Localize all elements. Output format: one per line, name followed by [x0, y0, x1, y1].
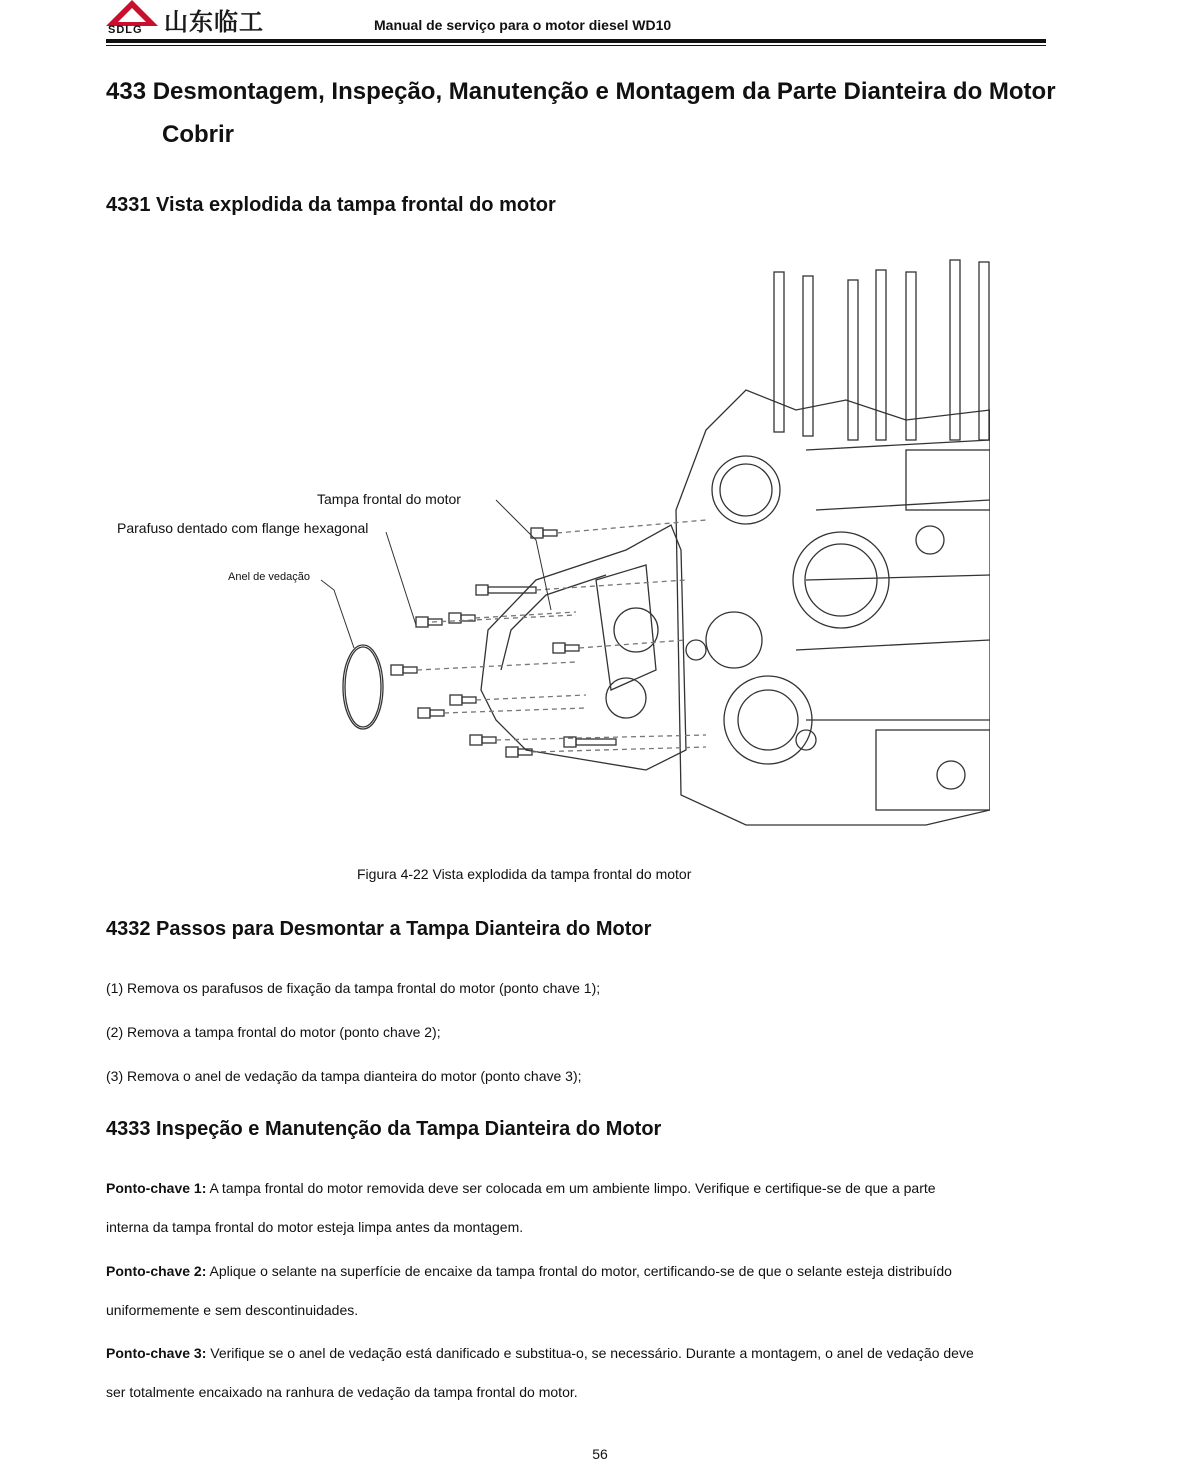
key-point-2-cont: uniformemente e sem descontinuidades.: [106, 1302, 359, 1318]
key-point-label: Ponto-chave 1:: [106, 1180, 207, 1196]
section-title-line2: Cobrir: [162, 121, 234, 148]
logo-text: 山东临工: [164, 9, 264, 36]
header-rule: [106, 39, 1046, 43]
page-header: [106, 0, 1046, 48]
subsection-title-disassembly: 4332 Passos para Desmontar a Tampa Dianteira do Motor: [106, 918, 652, 940]
page-number: 56: [592, 1446, 608, 1462]
exploded-view-figure: [106, 250, 990, 835]
seal-ring-inner: [345, 647, 381, 727]
key-point-3: [106, 1345, 974, 1361]
step-item: (2) Remova a tampa frontal do motor (ponto chave 2);: [106, 1024, 441, 1040]
section-title-line1: 433 Desmontagem, Inspeção, Manutenção e Montagem da Parte Dianteira do Motor: [106, 78, 1056, 105]
label-front-cover: Tampa frontal do motor: [317, 491, 461, 507]
step-item: (1) Remova os parafusos de fixação da tampa frontal do motor (ponto chave 1);: [106, 980, 601, 996]
key-point-text: A tampa frontal do motor removida deve ser colocada em um ambiente limpo. Verifique e certifique-se de que a parte: [206, 1180, 936, 1196]
step-item: (3) Remova o anel de vedação da tampa dianteira do motor (ponto chave 3);: [106, 1068, 582, 1084]
engine-exploded-drawing: [106, 250, 990, 835]
hex-flange-bolts: [391, 528, 616, 757]
figure-caption: Figura 4-22 Vista explodida da tampa frontal do motor: [357, 866, 692, 882]
seal-ring: [343, 645, 383, 729]
label-hex-flange-bolt: Parafuso dentado com flange hexagonal: [117, 520, 369, 536]
alignment-lines: [417, 520, 706, 752]
key-point-2: [106, 1263, 952, 1279]
subsection-title-exploded-view: 4331 Vista explodida da tampa frontal do motor: [106, 194, 556, 216]
key-point-text: Verifique se o anel de vedação está danificado e substitua-o, se necessário. Durante a montagem, o anel de vedação deve: [206, 1345, 974, 1361]
key-point-1-cont: interna da tampa frontal do motor esteja limpa antes da montagem.: [106, 1219, 524, 1235]
key-point-3-cont: ser totalmente encaixado na ranhura de vedação da tampa frontal do motor.: [106, 1384, 578, 1400]
section-title: [106, 70, 1106, 156]
header-rule-thin: [106, 45, 1046, 46]
subsection-title-inspection: 4333 Inspeção e Manutenção da Tampa Dianteira do Motor: [106, 1118, 662, 1140]
manual-title: Manual de serviço para o motor diesel WD10: [374, 17, 672, 33]
key-point-label: Ponto-chave 3:: [106, 1345, 207, 1361]
logo-sub: SDLG: [108, 24, 143, 36]
key-point-text: Aplique o selante na superfície de encaixe da tampa frontal do motor, certificando-se de que o selante esteja distribuído: [206, 1263, 952, 1279]
key-point-1: [106, 1180, 936, 1196]
head-studs: [774, 260, 989, 440]
engine-block: [676, 390, 990, 825]
sdlg-logo: [106, 0, 311, 40]
label-seal-ring: Anel de vedação: [228, 571, 310, 583]
key-point-label: Ponto-chave 2:: [106, 1263, 207, 1279]
